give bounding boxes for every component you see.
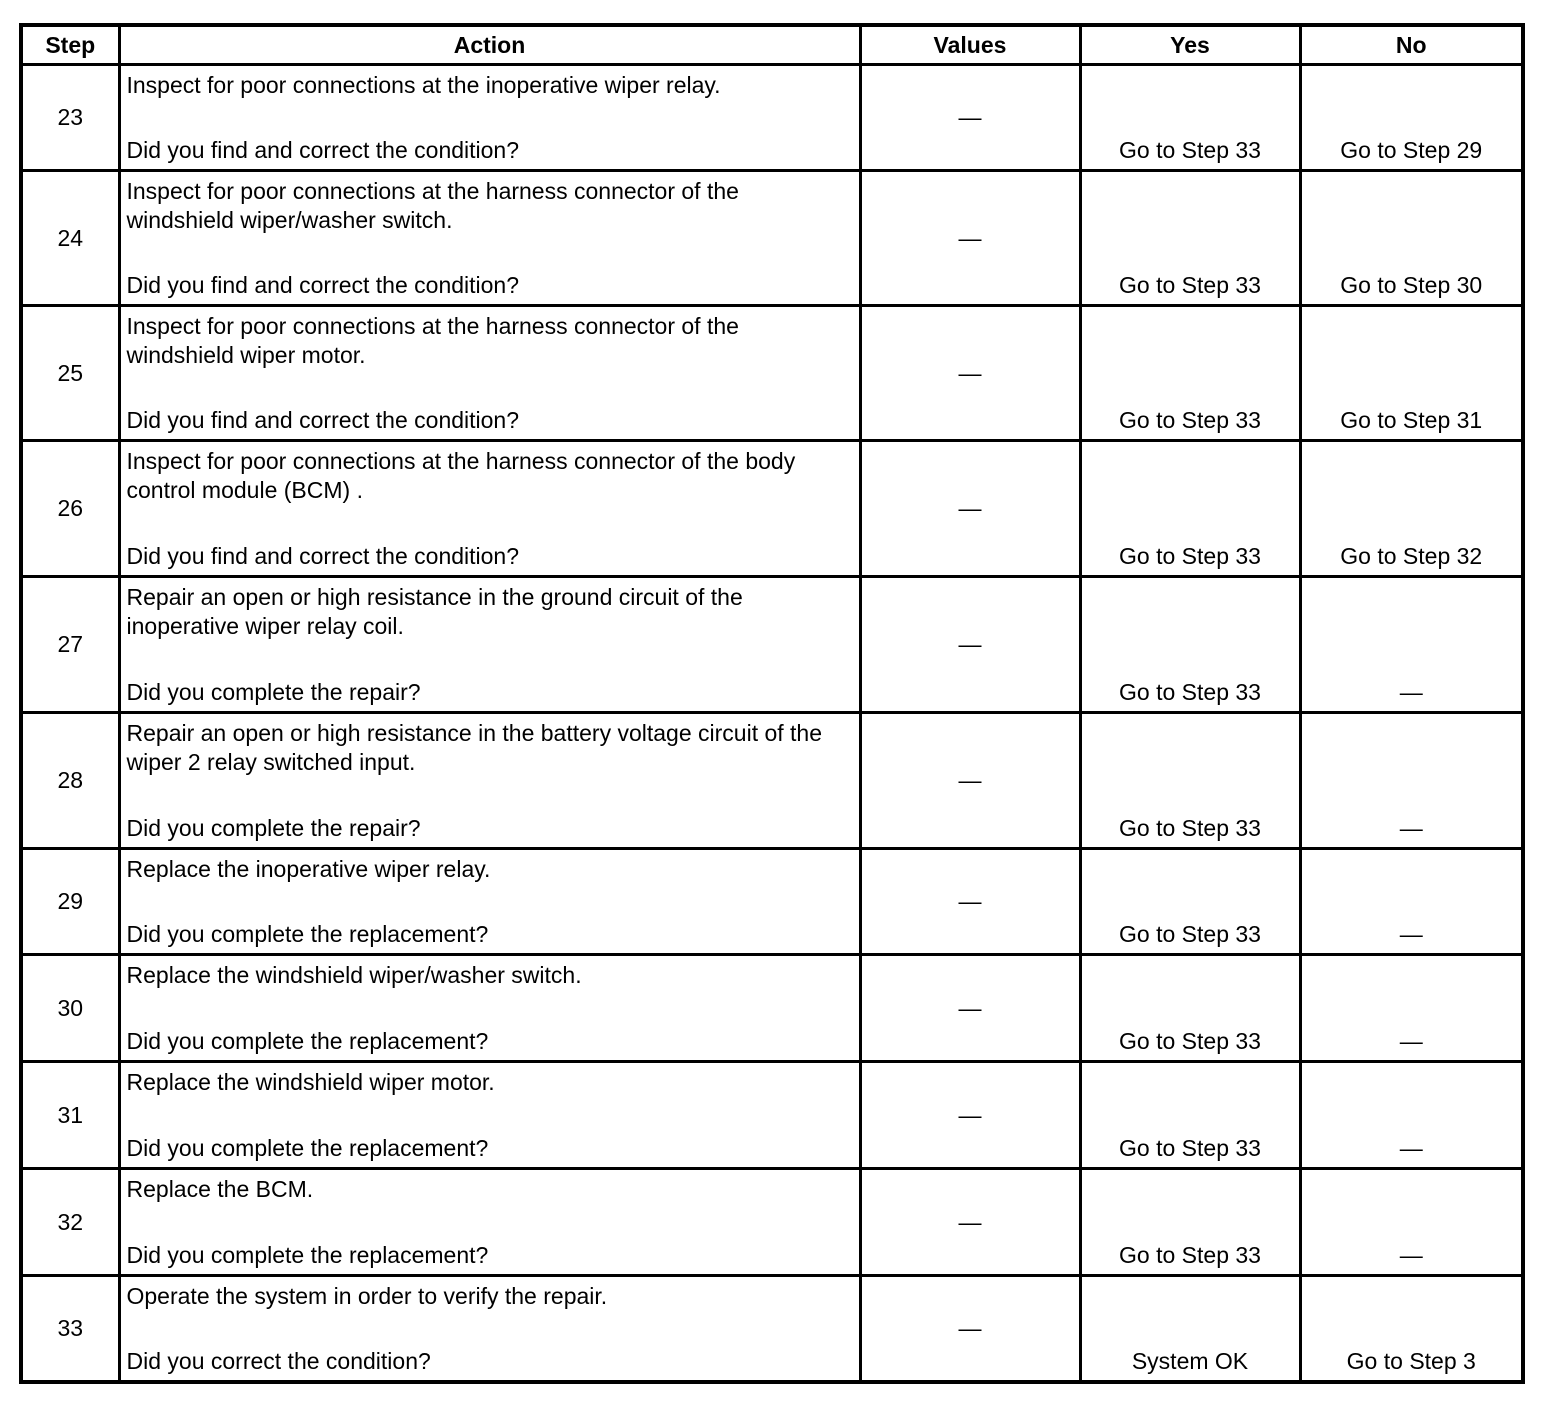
table-row [21,1276,1523,1383]
no-result: Go to Step 29 [1300,65,1523,171]
no-result: Go to Step 3 [1300,1276,1523,1383]
question-text: Did you complete the repair? [126,679,421,705]
question-text: Did you complete the repair? [126,815,421,841]
action-text: Inspect for poor connections at the harness connector of the windshield wiper/washer switch. [126,178,739,233]
no-result: — [1300,1062,1523,1169]
table-body [21,65,1523,1383]
values-cell: — [860,849,1080,955]
action-text: Inspect for poor connections at the inoperative wiper relay. [126,72,721,98]
table-row [21,713,1523,849]
action-cell [119,65,860,171]
action-cell [119,441,860,577]
values-cell: — [860,1169,1080,1276]
step-number: 27 [21,577,119,713]
action-cell [119,849,860,955]
values-cell: — [860,1062,1080,1169]
no-result: — [1300,713,1523,849]
action-text: Operate the system in order to verify the repair. [126,1283,608,1309]
header-yes: Yes [1080,25,1300,65]
action-cell [119,713,860,849]
table-row [21,849,1523,955]
table-row [21,955,1523,1062]
header-values: Values [860,25,1080,65]
question-text: Did you find and correct the condition? [126,543,520,569]
yes-result: System OK [1080,1276,1300,1383]
step-number: 32 [21,1169,119,1276]
table-row [21,441,1523,577]
yes-result: Go to Step 33 [1080,713,1300,849]
action-text: Inspect for poor connections at the harness connector of the windshield wiper motor. [126,313,739,368]
step-number: 33 [21,1276,119,1383]
no-result: — [1300,849,1523,955]
table-row [21,171,1523,306]
action-text: Repair an open or high resistance in the battery voltage circuit of the wiper 2 relay switched input. [126,720,823,775]
action-text: Replace the windshield wiper/washer switch. [126,962,582,988]
yes-result: Go to Step 33 [1080,1169,1300,1276]
yes-result: Go to Step 33 [1080,65,1300,171]
no-result: — [1300,577,1523,713]
no-result: Go to Step 30 [1300,171,1523,306]
step-number: 24 [21,171,119,306]
question-text: Did you complete the replacement? [126,1242,489,1268]
yes-result: Go to Step 33 [1080,1062,1300,1169]
yes-result: Go to Step 33 [1080,441,1300,577]
table-row [21,1169,1523,1276]
no-result: Go to Step 31 [1300,306,1523,441]
action-cell [119,1062,860,1169]
values-cell: — [860,577,1080,713]
question-text: Did you find and correct the condition? [126,407,520,433]
action-cell [119,1169,860,1276]
no-result: Go to Step 32 [1300,441,1523,577]
values-cell: — [860,441,1080,577]
yes-result: Go to Step 33 [1080,306,1300,441]
action-text: Replace the BCM. [126,1176,314,1202]
step-number: 31 [21,1062,119,1169]
action-cell [119,955,860,1062]
step-number: 29 [21,849,119,955]
action-cell [119,306,860,441]
step-number: 23 [21,65,119,171]
values-cell: — [860,65,1080,171]
action-cell [119,1276,860,1383]
action-text: Replace the inoperative wiper relay. [126,856,491,882]
step-number: 25 [21,306,119,441]
step-number: 30 [21,955,119,1062]
action-cell [119,577,860,713]
diagnostic-table [19,23,1525,1384]
action-text: Replace the windshield wiper motor. [126,1069,495,1095]
question-text: Did you complete the replacement? [126,1028,489,1054]
action-cell [119,171,860,306]
step-number: 28 [21,713,119,849]
step-number: 26 [21,441,119,577]
header-step: Step [21,25,119,65]
table-row [21,65,1523,171]
action-text: Inspect for poor connections at the harness connector of the body control module (BCM) . [126,448,796,503]
no-result: — [1300,1169,1523,1276]
question-text: Did you complete the replacement? [126,1135,489,1161]
header-row [21,25,1523,65]
table-row [21,306,1523,441]
question-text: Did you find and correct the condition? [126,272,520,298]
question-text: Did you correct the condition? [126,1348,431,1374]
values-cell: — [860,171,1080,306]
table-row [21,1062,1523,1169]
no-result: — [1300,955,1523,1062]
values-cell: — [860,955,1080,1062]
question-text: Did you complete the replacement? [126,921,489,947]
yes-result: Go to Step 33 [1080,171,1300,306]
yes-result: Go to Step 33 [1080,577,1300,713]
yes-result: Go to Step 33 [1080,955,1300,1062]
action-text: Repair an open or high resistance in the ground circuit of the inoperative wiper relay coil. [126,584,743,639]
table-row [21,577,1523,713]
header-no: No [1300,25,1523,65]
header-action: Action [119,25,860,65]
values-cell: — [860,306,1080,441]
question-text: Did you find and correct the condition? [126,137,520,163]
values-cell: — [860,1276,1080,1383]
values-cell: — [860,713,1080,849]
yes-result: Go to Step 33 [1080,849,1300,955]
